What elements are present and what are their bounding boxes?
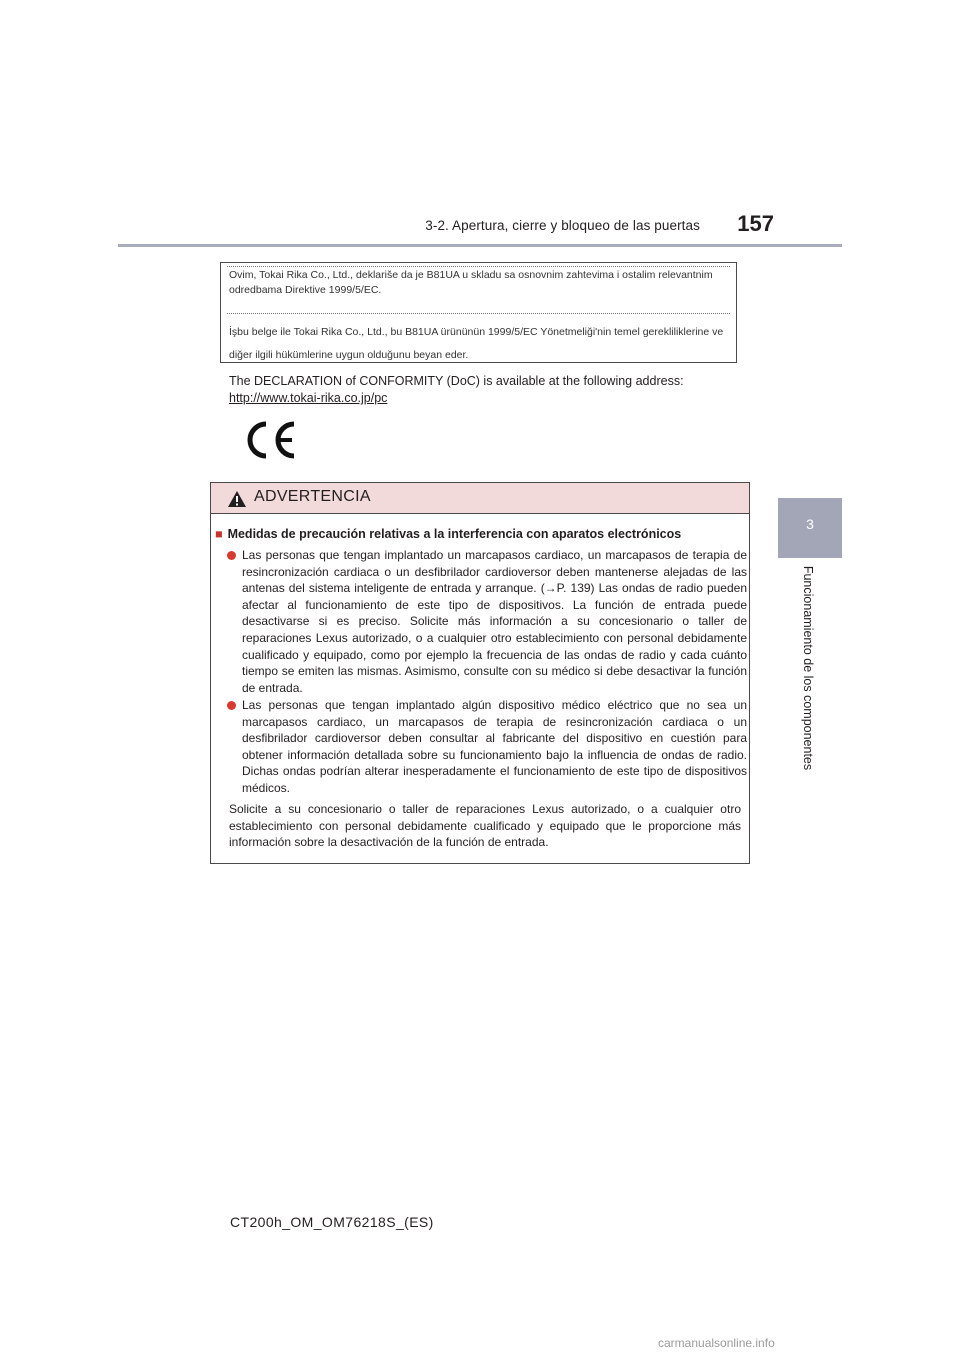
warning-triangle-icon: [227, 490, 247, 508]
doc-note: The DECLARATION of CONFORMITY (DoC) is available at the following address:: [229, 374, 684, 388]
warning-bullet-text: Las personas que tengan implantado algún dispositivo médico eléctrico que no sea un marcapasos cardiaco, un marcapasos de terapia de resincronización cardiaca o un desfibrilador cardioversor deben consultar al fabricante del dispositivo en cuestión para obtener información detallada sobre su funcionamiento bajo la influencia de ondas de radio. Dichas ondas podrían alterar inesperadamente el funcionamiento de este tipo de dispositivos médicos.: [242, 698, 747, 795]
warning-bullet: [227, 547, 747, 696]
warning-closing: Solicite a su concesionario o taller de reparaciones Lexus autorizado, o a cualquier otro establecimiento con personal debidamente cualificado y equipado que le proporcione más información sobre la desactivación de la función de entrada.: [229, 802, 741, 850]
doc-url-link[interactable]: http://www.tokai-rika.co.jp/pc: [229, 391, 388, 405]
warning-box: [210, 482, 750, 864]
ce-mark-icon: [244, 421, 298, 459]
chapter-title: Funcionamiento de los componentes: [801, 565, 815, 771]
warning-title: ADVERTENCIA: [254, 488, 371, 505]
warning-header: [211, 483, 749, 514]
watermark: carmanualsonline.info: [658, 1336, 775, 1350]
section-title: 3-2. Apertura, cierre y bloqueo de las puertas: [425, 218, 700, 233]
warning-bullet-text: Las personas que tengan implantado un marcapasos cardiaco, un marcapasos de terapia de resincronización cardiaca o un desfibrilador cardioversor deben mantenerse alejadas de las antenas del sistema inteligente de entrada y arranque. (→P. 139) Las ondas de radio pueden afectar al funcionamiento de este tipo de dispositivos. La función de entrada puede desactivarse si es preciso. Solicite más información a su concesionario o taller de reparaciones Lexus autorizado, o a cualquier otro establecimiento con personal debidamente cualificado y equipado, como por ejemplo la frecuencia de las ondas de radio y cada cuánto tiempo se emiten las mismas. Asimismo, consulte con su médico si debe desactivar la función de entrada.: [242, 548, 747, 695]
divider: [227, 313, 730, 314]
warning-heading: [215, 527, 735, 541]
declaration-box: [220, 262, 737, 363]
header-rule: [118, 244, 842, 247]
declaration-turkish: İşbu belge ile Tokai Rika Co., Ltd., bu B81UA ürününün 1999/5/EC Yönetmeliği'nin temel gerekliliklerine ve diğer ilgili hükümlerine uygun olduğunu beyan eder.: [229, 326, 724, 361]
warning-heading-text: Medidas de precaución relativas a la interferencia con aparatos electrónicos: [227, 527, 682, 541]
declaration-croatian: Ovim, Tokai Rika Co., Ltd., deklariše da je B81UA u skladu sa osnovnim zahtevima i ostalim relevantnim odredbama Direktive 1999/5/EC.: [229, 269, 713, 296]
square-bullet-icon: ■: [215, 527, 223, 541]
bullet-dot-icon: [227, 701, 236, 710]
divider: [227, 266, 730, 267]
footer-code: CT200h_OM_OM76218S_(ES): [230, 1214, 434, 1230]
bullet-dot-icon: [227, 551, 236, 560]
warning-bullet: [227, 697, 747, 797]
chapter-tab: [778, 498, 842, 558]
page-number: 157: [737, 211, 774, 236]
chapter-number: 3: [806, 516, 814, 532]
